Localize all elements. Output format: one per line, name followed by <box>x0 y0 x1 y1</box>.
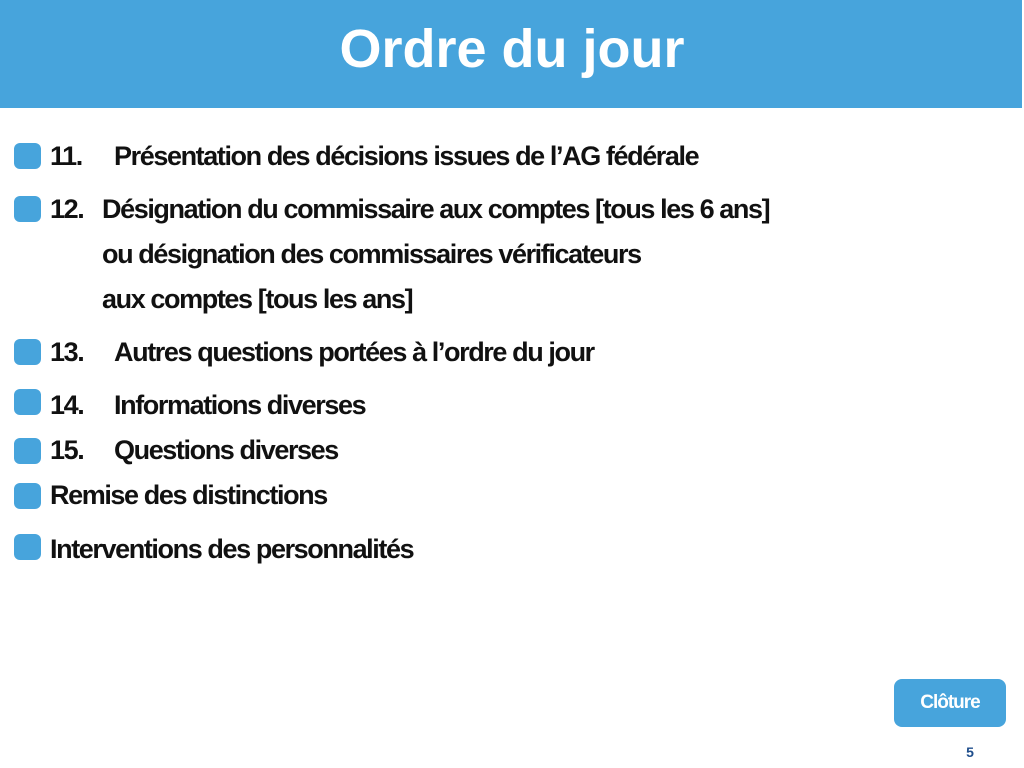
item-text: Interventions des personnalités <box>50 534 414 564</box>
item-text: Autres questions portées à l’ordre du jour <box>114 337 594 367</box>
item-text-line-3: aux comptes [tous les ans] <box>102 284 413 314</box>
bullet-icon <box>14 143 41 169</box>
page-number: 5 <box>966 744 974 760</box>
item-text: Présentation des décisions issues de l’AG fédérale <box>114 141 699 171</box>
item-number: 15. <box>50 435 84 465</box>
item-number: 13. <box>50 337 84 367</box>
bullet-icon <box>14 534 41 560</box>
bullet-icon <box>14 389 41 415</box>
item-text-line-2: ou désignation des commissaires vérificateurs <box>102 239 641 269</box>
bullet-icon <box>14 438 41 464</box>
item-number: 12. <box>50 194 84 224</box>
item-text: Remise des distinctions <box>50 480 327 510</box>
item-number: 11. <box>50 141 82 171</box>
item-text: Questions diverses <box>114 435 338 465</box>
bullet-icon <box>14 483 41 509</box>
item-text: Informations diverses <box>114 390 366 420</box>
bullet-icon <box>14 339 41 365</box>
slide-title: Ordre du jour <box>339 19 685 79</box>
cloture-button[interactable]: Clôture <box>894 679 1006 727</box>
item-number: 14. <box>50 390 84 420</box>
item-text-line-1: Désignation du commissaire aux comptes [tous les 6 ans] <box>102 194 770 224</box>
bullet-icon <box>14 196 41 222</box>
